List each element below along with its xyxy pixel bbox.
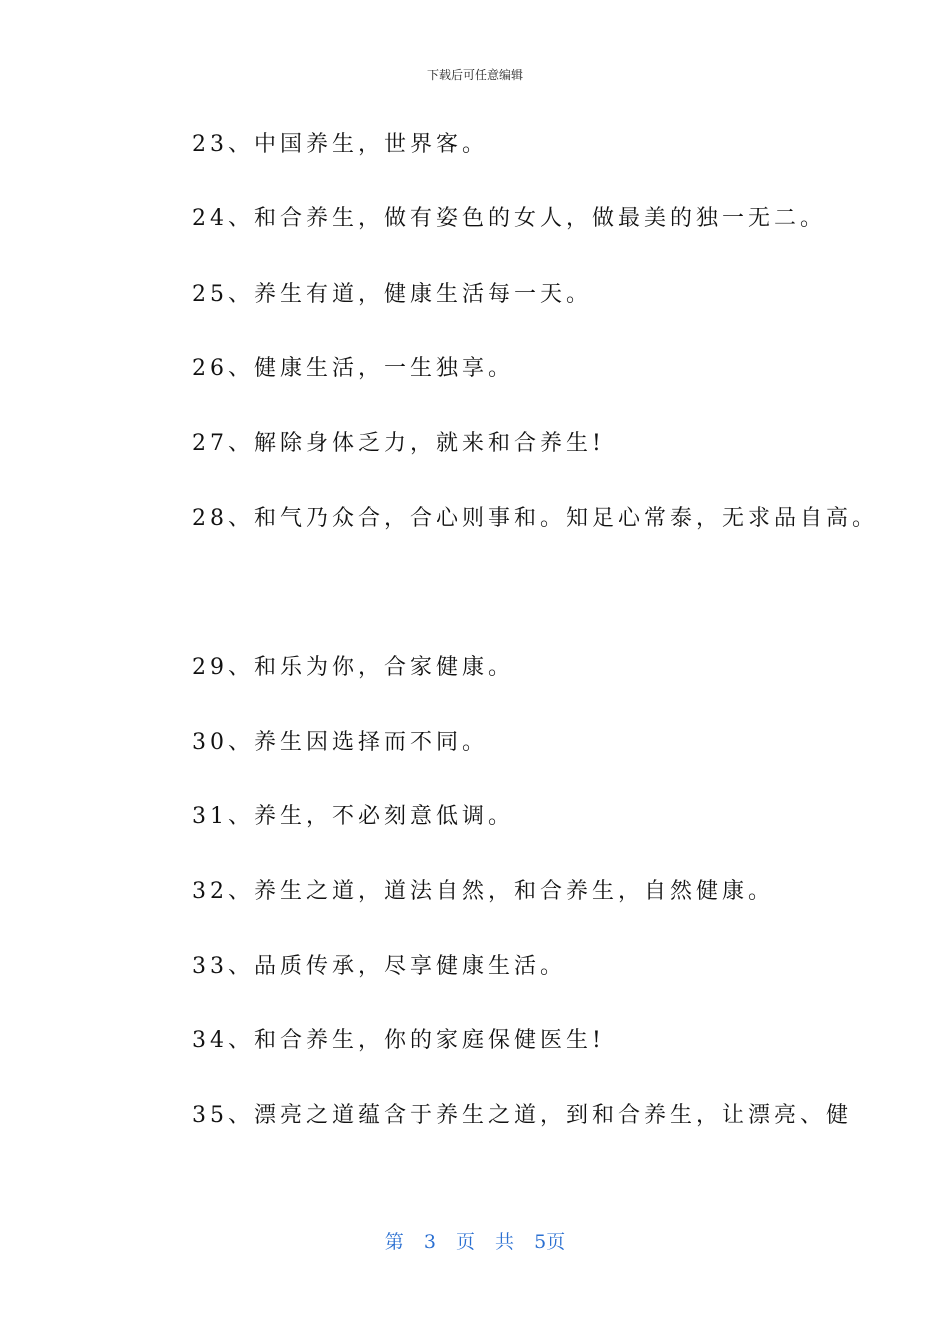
- list-item: 27、解除身体乏力，就来和合养生!: [192, 431, 605, 456]
- footer-ye: 页: [455, 1231, 475, 1253]
- list-item: 25、养生有道，健康生活每一天。: [192, 282, 592, 307]
- list-item: 33、品质传承，尽享健康生活。: [192, 954, 566, 979]
- footer-total-pages: 5页: [534, 1231, 566, 1253]
- page-footer: [0, 1227, 950, 1254]
- list-item: 24、和合养生，做有姿色的女人，做最美的独一无二。: [192, 206, 826, 231]
- footer-di: 第: [384, 1231, 404, 1253]
- list-item: 26、健康生活，一生独享。: [192, 356, 514, 381]
- list-item: 31、养生，不必刻意低调。: [192, 804, 514, 829]
- page-header: 下载后可任意编辑: [426, 68, 523, 82]
- list-item: 29、和乐为你，合家健康。: [192, 655, 514, 680]
- footer-gong: 共: [495, 1231, 515, 1253]
- list-item: 34、和合养生，你的家庭保健医生!: [192, 1028, 605, 1053]
- list-item: 23、中国养生，世界客。: [192, 132, 488, 157]
- list-item: 35、漂亮之道蕴含于养生之道，到和合养生，让漂亮、健: [192, 1103, 852, 1128]
- list-item: 28、和气乃众合，合心则事和。知足心常泰，无求品自高。: [192, 506, 878, 531]
- list-item: 30、养生因选择而不同。: [192, 730, 488, 755]
- footer-page-number: 3: [423, 1231, 436, 1253]
- list-item: 32、养生之道，道法自然，和合养生，自然健康。: [192, 879, 774, 904]
